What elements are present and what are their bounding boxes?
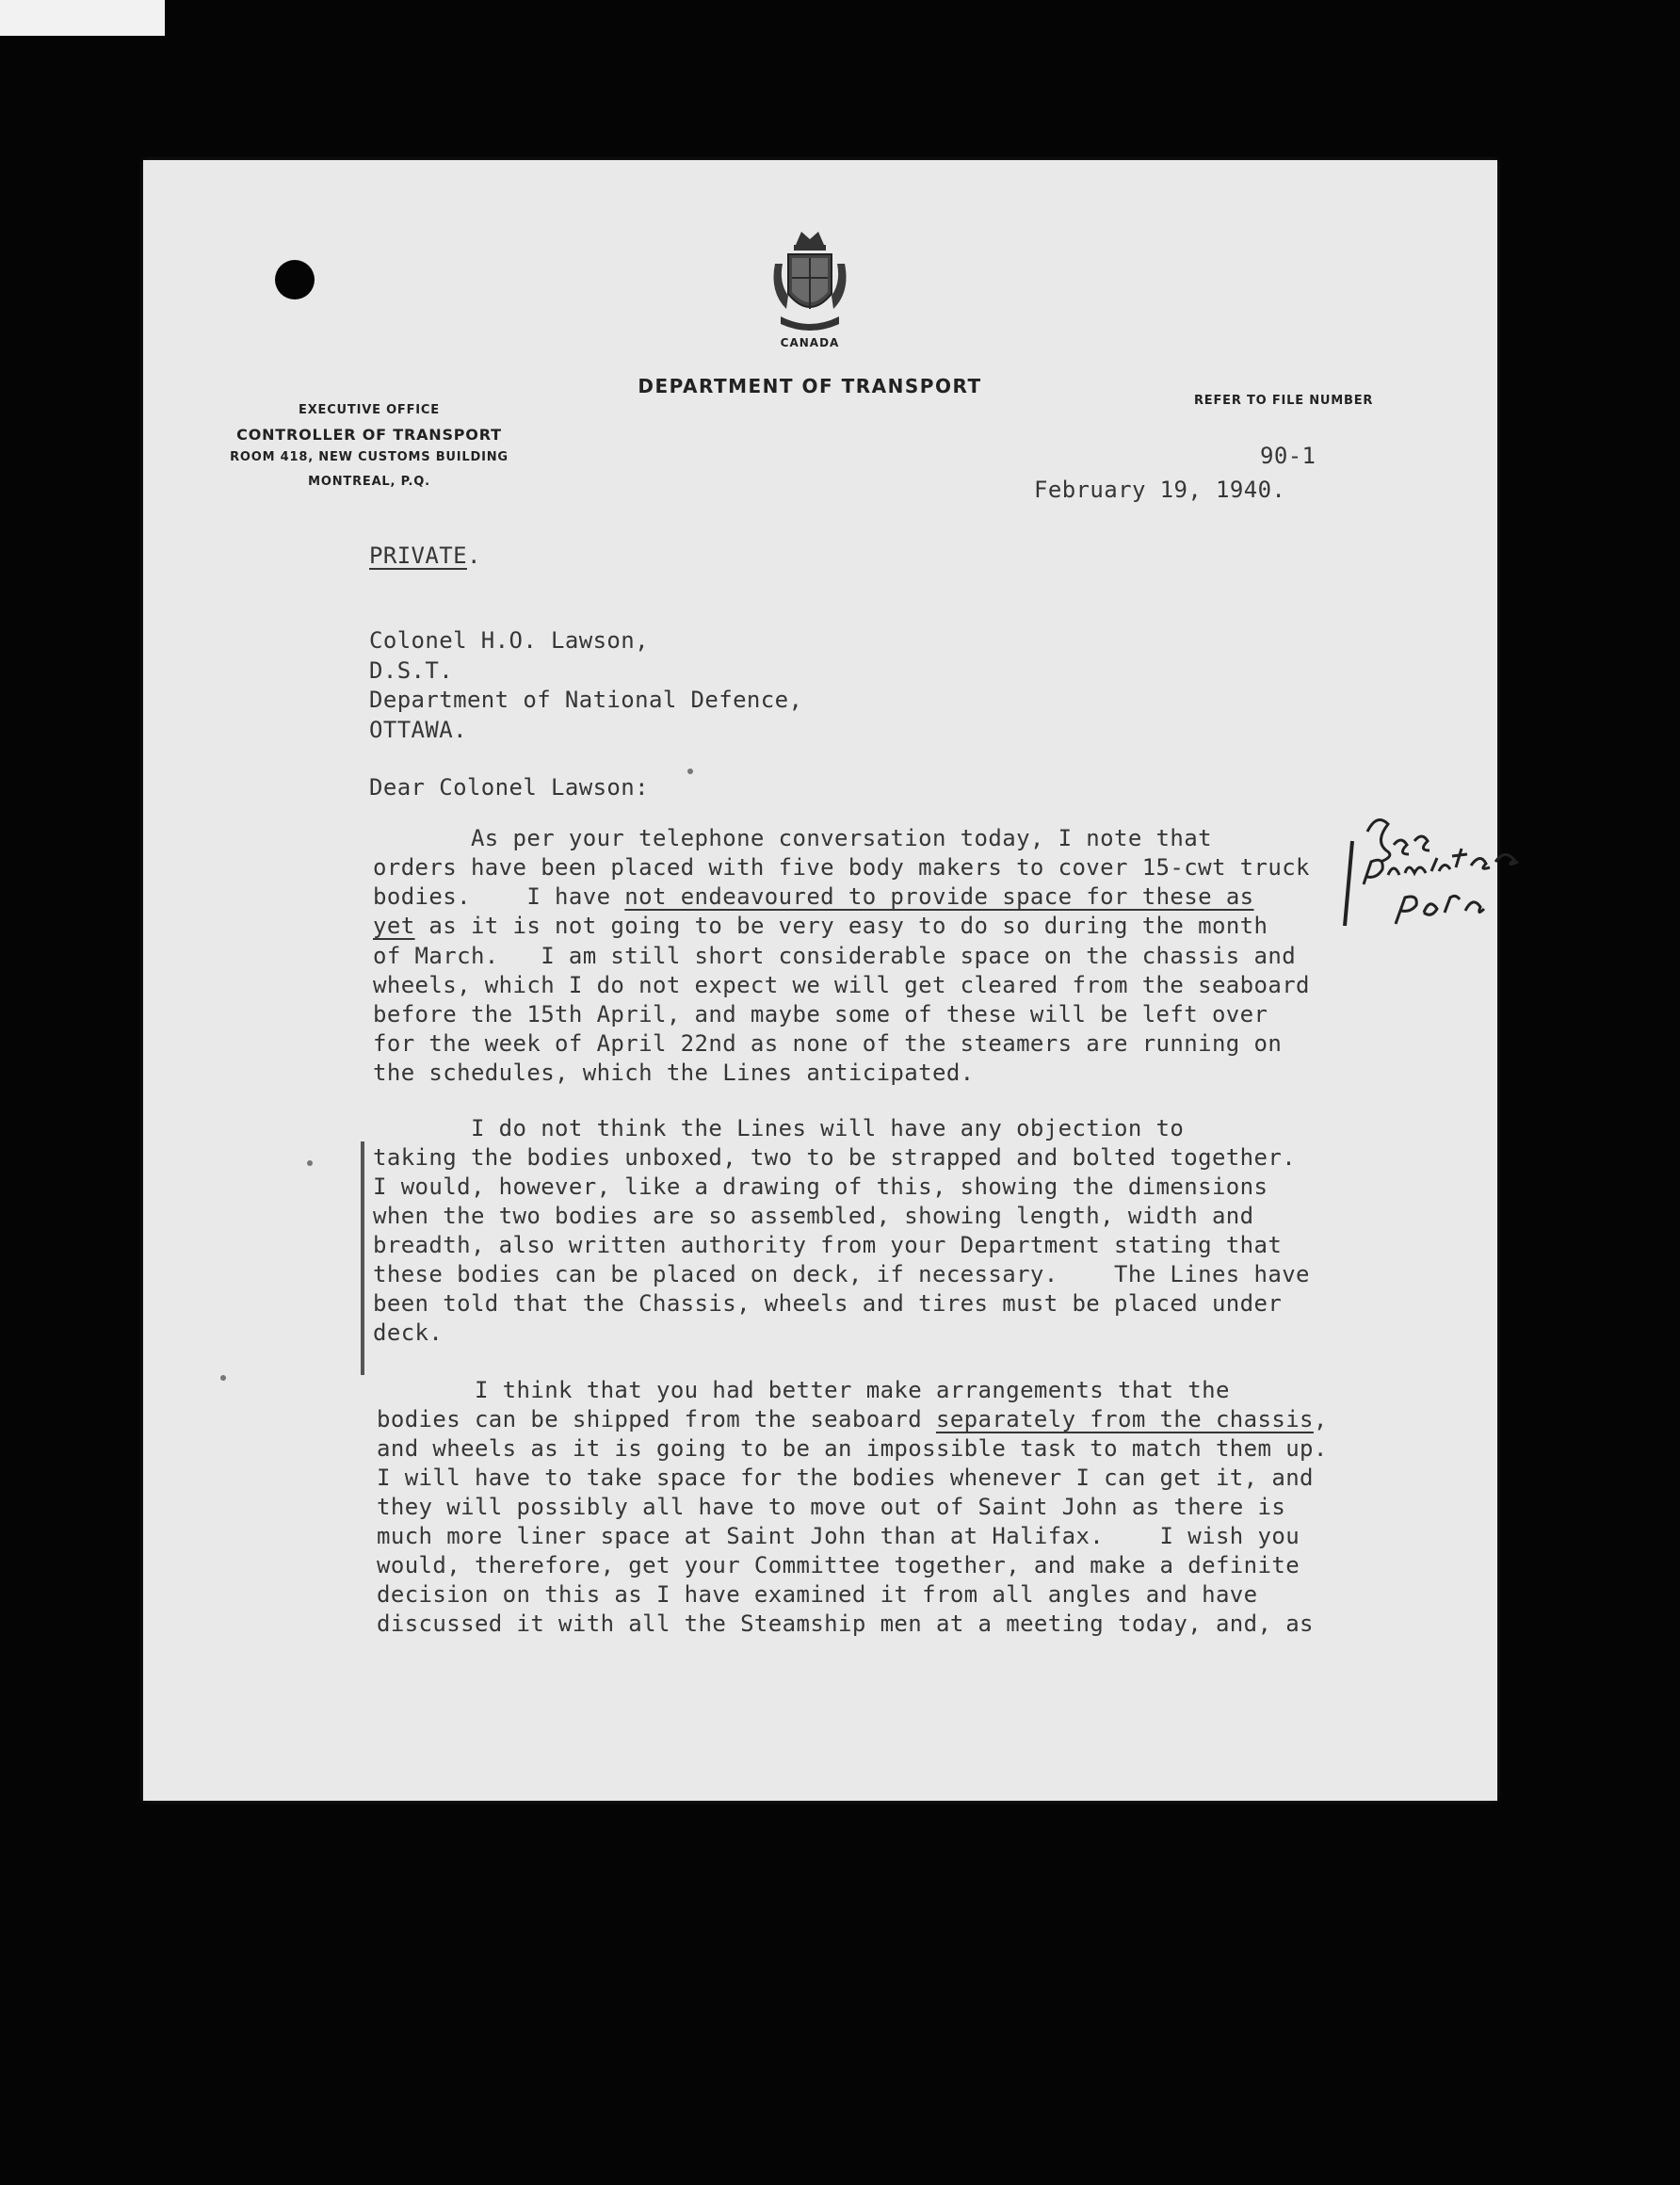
scan-edge-flash bbox=[0, 0, 165, 36]
refer-to-file-label: REFER TO FILE NUMBER bbox=[1194, 394, 1374, 408]
body-line: deck. bbox=[373, 1319, 444, 1346]
addressee-line: D.S.T. bbox=[369, 657, 454, 684]
body-line: would, therefore, get your Committee together, and make a definite bbox=[377, 1552, 1300, 1578]
body-line: orders have been placed with five body makers to cover 15-cwt truck bbox=[373, 854, 1310, 881]
body-line: these bodies can be placed on deck, if necessary. The Lines have bbox=[373, 1261, 1310, 1287]
country-label: CANADA bbox=[780, 336, 840, 349]
body-line: taking the bodies unboxed, two to be strapped and bolted together. bbox=[373, 1144, 1297, 1171]
private-heading: PRIVATE. bbox=[369, 542, 481, 569]
body-line: much more liner space at Saint John than at Halifax. I wish you bbox=[377, 1523, 1300, 1549]
addressee-line: OTTAWA. bbox=[369, 717, 467, 743]
body-line: decision on this as I have examined it from all angles and have bbox=[377, 1581, 1258, 1608]
letter-date: February 19, 1940. bbox=[1034, 477, 1286, 503]
handwritten-note bbox=[1339, 803, 1537, 935]
body-line: I will have to take space for the bodies whenever I can get it, and bbox=[377, 1465, 1314, 1491]
body-line: for the week of April 22nd as none of the steamers are running on bbox=[373, 1030, 1283, 1057]
body-line: I think that you had better make arrangements that the bbox=[377, 1377, 1230, 1403]
department-title: DEPARTMENT OF TRANSPORT bbox=[638, 375, 982, 397]
body-line: been told that the Chassis, wheels and tires must be placed under bbox=[373, 1290, 1283, 1317]
coat-of-arms-icon bbox=[767, 226, 852, 335]
body-line: bodies. I have not endeavoured to provide space for these as bbox=[373, 883, 1254, 910]
body-line: when the two bodies are so assembled, showing length, width and bbox=[373, 1203, 1254, 1229]
office-line-2: CONTROLLER OF TRANSPORT bbox=[236, 426, 502, 444]
body-line: bodies can be shipped from the seaboard separately from the chassis, bbox=[377, 1406, 1328, 1432]
file-number: 90-1 bbox=[1260, 443, 1317, 469]
addressee-line: Colonel H.O. Lawson, bbox=[369, 627, 649, 654]
body-line: breadth, also written authority from your Department stating that bbox=[373, 1232, 1283, 1258]
office-line-1: EXECUTIVE OFFICE bbox=[299, 403, 440, 417]
body-line: wheels, which I do not expect we will get cleared from the seaboard bbox=[373, 972, 1310, 998]
office-line-3: ROOM 418, NEW CUSTOMS BUILDING bbox=[230, 450, 509, 464]
addressee-line: Department of National Defence, bbox=[369, 687, 803, 713]
body-line: and wheels as it is going to be an impossible task to match them up. bbox=[377, 1435, 1328, 1462]
body-line: yet as it is not going to be very easy to do so during the month bbox=[373, 913, 1268, 939]
office-line-4: MONTREAL, P.Q. bbox=[308, 475, 430, 489]
margin-speck bbox=[307, 1160, 313, 1166]
body-line: before the 15th April, and maybe some of these will be left over bbox=[373, 1001, 1268, 1028]
body-line: discussed it with all the Steamship men at a meeting today, and, as bbox=[377, 1610, 1314, 1637]
paper-speck bbox=[687, 769, 693, 774]
body-line: I do not think the Lines will have any objection to bbox=[373, 1115, 1185, 1141]
body-line: As per your telephone conversation today, I note that bbox=[373, 825, 1212, 851]
body-line: the schedules, which the Lines anticipated. bbox=[373, 1060, 975, 1086]
body-line: they will possibly all have to move out of Saint John as there is bbox=[377, 1494, 1286, 1520]
margin-speck bbox=[220, 1375, 226, 1381]
body-line: of March. I am still short considerable space on the chassis and bbox=[373, 943, 1297, 969]
salutation: Dear Colonel Lawson: bbox=[369, 774, 649, 801]
punch-hole bbox=[275, 260, 315, 299]
body-line: I would, however, like a drawing of this, showing the dimensions bbox=[373, 1173, 1268, 1200]
margin-mark bbox=[361, 1141, 364, 1375]
